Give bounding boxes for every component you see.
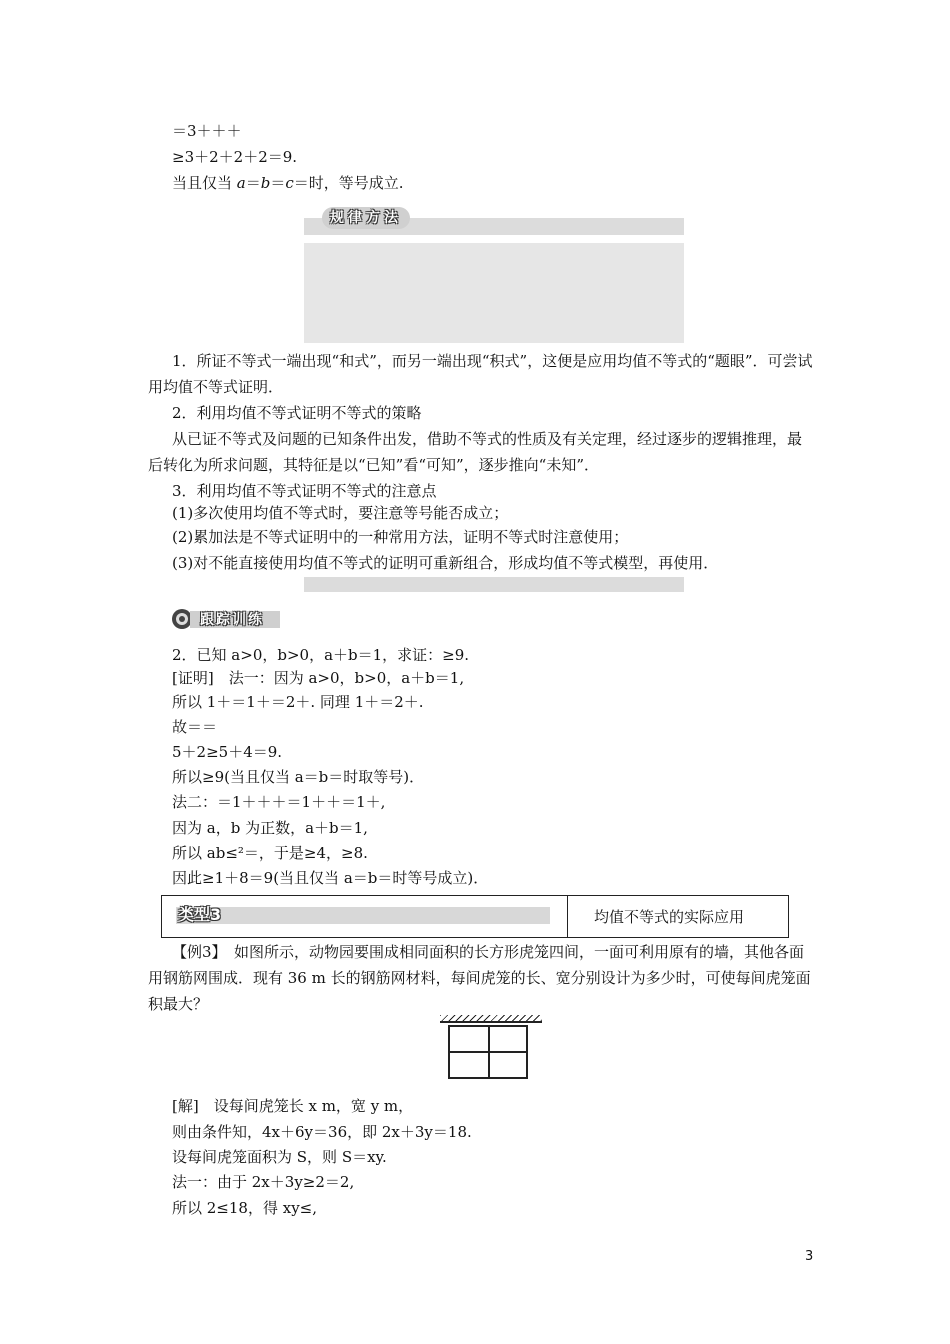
type3-label: 类型3 [178, 905, 222, 924]
proof-line-8: 所以 ab≤²＝，于是≥4，≥8. [172, 844, 368, 862]
method-banner-box [304, 243, 684, 343]
solution-line-4: 法一：由于 2x＋3y≥2＝2, [172, 1173, 355, 1191]
method-point-7: (3)对不能直接使用均值不等式的证明可重新组合，形成均值不等式模型，再使用． [172, 554, 719, 572]
training-header-label: 跟踪训练 [200, 612, 264, 628]
type3-box [161, 895, 789, 938]
type3-bar [176, 907, 550, 924]
solution-line-1: [解] 设每间虎笼长 x m，宽 y m， [172, 1097, 414, 1115]
solution-line-2: 则由条件知，4x＋6y＝36，即 2x＋3y＝18. [172, 1123, 472, 1141]
var-c: c [285, 174, 294, 192]
method-point-4: 3．利用均值不等式证明不等式的注意点 [172, 482, 437, 500]
equality-eq2: ＝ [270, 174, 286, 192]
method-end-bar [304, 577, 684, 592]
example3-text: 【例3】 如图所示，动物园要围成相同面积的长方形虎笼四间，一面可利用原有的墙，其他各面用钢筋网围成．现有 36 m 长的钢筋网材料，每间虎笼的长、宽分别设计为多少时，可使每间虎笼面积最大？ [148, 943, 811, 1013]
method-point-2: 2．利用均值不等式证明不等式的策略 [172, 404, 422, 422]
method-banner-label: 规律方法 [322, 207, 410, 229]
equation-line-2: ≥3＋2＋2＋2＝9. [172, 148, 298, 166]
equality-suffix: ＝时，等号成立. [293, 174, 404, 192]
solution-line-5: 所以 2≤18，得 xy≤, [172, 1199, 318, 1217]
proof-line-6: 法二：＝1＋＋＋＝1＋＋＝1＋, [172, 793, 386, 811]
page-number: 3 [805, 1249, 814, 1264]
method-point-1: 1．所证不等式一端出现“和式”，而另一端出现“积式”，这便是应用均值不等式的“题眼”．可尝试用均值不等式证明． [148, 352, 813, 396]
proof-line-2: 所以 1＋＝1＋＝2＋. 同理 1＋＝2＋. [172, 693, 424, 711]
type3-title: 均值不等式的实际应用 [594, 908, 745, 926]
var-b: b [260, 174, 271, 192]
cage-rectangle [448, 1025, 528, 1079]
proof-line-5: 所以≥9(当且仅当 a＝b＝时取等号)． [172, 768, 425, 786]
var-a: a [236, 174, 246, 192]
cage-horizontal-divider [450, 1051, 526, 1053]
equation-line-1: ＝3＋＋＋ [172, 122, 242, 140]
equality-condition [172, 173, 404, 193]
solution-line-3: 设每间虎笼面积为 S，则 S＝xy. [172, 1148, 387, 1166]
equality-eq1: ＝ [245, 174, 261, 192]
proof-line-7: 因为 a，b 为正数，a＋b＝1, [172, 819, 368, 837]
wall-line [440, 1021, 542, 1023]
proof-line-3: 故＝＝ [172, 718, 218, 736]
method-point-3: 从已证不等式及问题的已知条件出发，借助不等式的性质及有关定理，经过逐步的逻辑推理，最后转化为所求问题，其特征是以“已知”看“可知”，逐步推向“未知”． [148, 430, 803, 474]
method-point-5: (1)多次使用均值不等式时，要注意等号能否成立； [172, 504, 509, 522]
proof-line-9: 因此≥1＋8＝9(当且仅当 a＝b＝时等号成立)． [172, 869, 489, 887]
proof-line-1: [证明] 法一：因为 a>0，b>0，a＋b＝1, [172, 669, 465, 687]
proof-line-4: 5＋2≥5＋4＝9. [172, 743, 283, 761]
target-icon [172, 609, 192, 629]
method-point-6: (2)累加法是不等式证明中的一种常用方法，证明不等式时注意使用； [172, 528, 629, 546]
exercise-question: 2．已知 a>0，b>0，a＋b＝1，求证：≥9. [172, 646, 470, 664]
type3-divider [567, 896, 568, 937]
equality-prefix: 当且仅当 [172, 174, 237, 192]
